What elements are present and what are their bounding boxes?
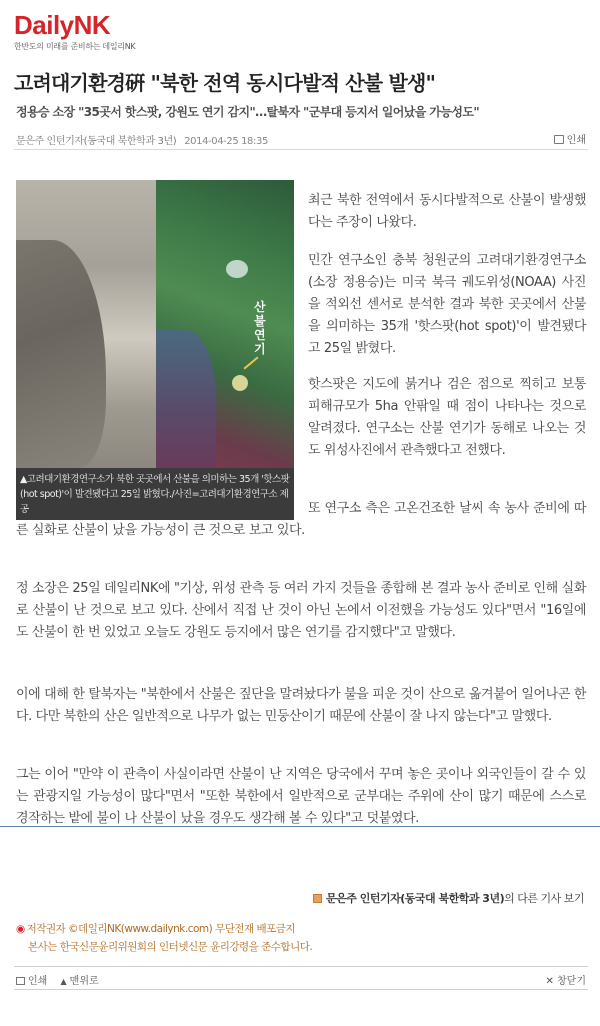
satellite-photo[interactable]: [16, 180, 294, 468]
paragraph-7: 그는 이어 "만약 이 관측이 사실이라면 산불이 난 지역은 당국에서 꾸며 놓은 곳이나 외국인들이 갈 수 있는 관광지일 가능성이 많다"면서 "또한 북한에서 일반적으로 군부대는 주위에 산이 많기 때문에 스스로 경작하는 밭에 불이 나 산불이 났을 경우도 생각해 볼 수 있다"고 덧붙였다.: [16, 767, 586, 826]
photo-caption: ▲고려대기환경연구소가 북한 곳곳에서 산불을 의미하는 35개 '핫스팟(hot spot)'이 발견됐다고 25일 밝혔다./사진=고려대기환경연구소 제공: [20, 474, 290, 515]
photo-visible-panel: [16, 180, 156, 468]
arrow-up-icon: ▲: [60, 977, 67, 986]
print-button-top[interactable]: [554, 131, 586, 146]
paragraph-4: 또 연구소 측은 고온건조한 날씨 속 농사 준비에 따른 실화로 산불이 났을 가능성이 큰 것으로 보고 있다.: [16, 501, 586, 538]
logo-nk: NK: [73, 10, 111, 40]
logo-tagline: 한반도의 미래를 준비하는 데일리NK: [14, 42, 136, 51]
byline: [16, 132, 268, 147]
close-window-button[interactable]: ✕ 창닫기: [545, 976, 586, 987]
article-subtitle: 정용승 소장 "35곳서 핫스팟, 강원도 연기 감지"…탈북자 "군부대 등지서 일어났을 가능성도": [16, 105, 479, 119]
printer-icon: [16, 977, 25, 985]
divider-line: [0, 826, 600, 827]
smoke-marker: [232, 375, 248, 391]
site-link[interactable]: www.dailynk.com: [124, 923, 209, 935]
info-icon: ◉: [16, 923, 25, 935]
article-title: 고려대기환경硏 "북한 전역 동시다발적 산불 발생": [14, 71, 436, 95]
photo-overlay-label: 산불연기: [254, 300, 266, 356]
arrow-marker: [243, 356, 258, 369]
author[interactable]: 문은주 인턴기자(동국대 북한학과 3년): [16, 136, 177, 147]
printer-icon: [554, 135, 564, 144]
bottom-toolbar: [14, 966, 588, 990]
more-suffix: 의 다른 기사 보기: [504, 892, 584, 905]
photo-infrared-panel: [156, 180, 294, 468]
publish-date: 2014-04-25 18:35: [184, 136, 268, 147]
dailynk-logo[interactable]: [14, 12, 135, 52]
print-button-bottom[interactable]: 인쇄: [16, 976, 47, 987]
paragraph-3: 핫스팟은 지도에 붉거나 검은 점으로 찍히고 보통 피해규모가 5ha 안팎일 때 점이 나타나는 것으로 알려졌다. 연구소는 산불 연기가 동해로 나오는 것도 위성사진에서 관측했다고 전했다.: [308, 377, 586, 458]
paragraph-5: 정 소장은 25일 데일리NK에 "기상, 위성 관측 등 여러 가지 것들을 종합해 본 결과 농사 준비로 인해 실화로 산불이 난 것으로 보고 있다. 산에서 직접 난 것이 아닌 논에서 이전했을 가능성도 있다"면서 "16일에도 산불이 한 번 있었고 오늘도 강원도 등지에서 많은 연기를 감지했다"고 말했다.: [16, 581, 586, 640]
byline-row: [14, 128, 588, 150]
copyright-line-2: 본사는 한국신문윤리위원회의 인터넷신문 윤리강령을 준수합니다.: [28, 941, 313, 953]
more-articles-link[interactable]: [313, 890, 584, 906]
print-label: 인쇄: [566, 135, 586, 146]
paragraph-2: 민간 연구소인 충북 청원군의 고려대기환경연구소(소장 정용승)는 미국 북극 궤도위성(NOAA) 사진을 적외선 센서로 분석한 결과 북한 곳곳에서 산불을 의미하는 35개 '핫스팟(hot spot)'이 발견됐다고 25일 밝혔다.: [308, 253, 586, 356]
photo-figure: [16, 180, 294, 520]
paragraph-1: 최근 북한 전역에서 동시다발적으로 산불이 발생했다는 주장이 나왔다.: [308, 193, 586, 230]
copyright-notice: [16, 920, 586, 956]
list-icon: [313, 894, 322, 903]
paragraph-6: 이에 대해 한 탈북자는 "북한에서 산불은 짚단을 말려놨다가 불을 피운 것이 산으로 옮겨붙어 일어나곤 한다. 다만 북한의 산은 일반적으로 나무가 없는 민둥산이기 때문에 산불이 잘 나지 않는다"고 말했다.: [16, 687, 586, 724]
logo-daily: Daily: [14, 10, 74, 40]
scroll-top-button[interactable]: ▲ 맨위로: [60, 976, 99, 987]
copyright-line-1: ◉ 저작권자 ©데일리NK(www.dailynk.com) 무단전재 배포금지: [16, 923, 296, 935]
close-icon: ✕: [545, 976, 558, 987]
logo-wordmark: [14, 12, 135, 38]
more-author: 문은주 인턴기자(동국대 북한학과 3년): [326, 892, 505, 905]
